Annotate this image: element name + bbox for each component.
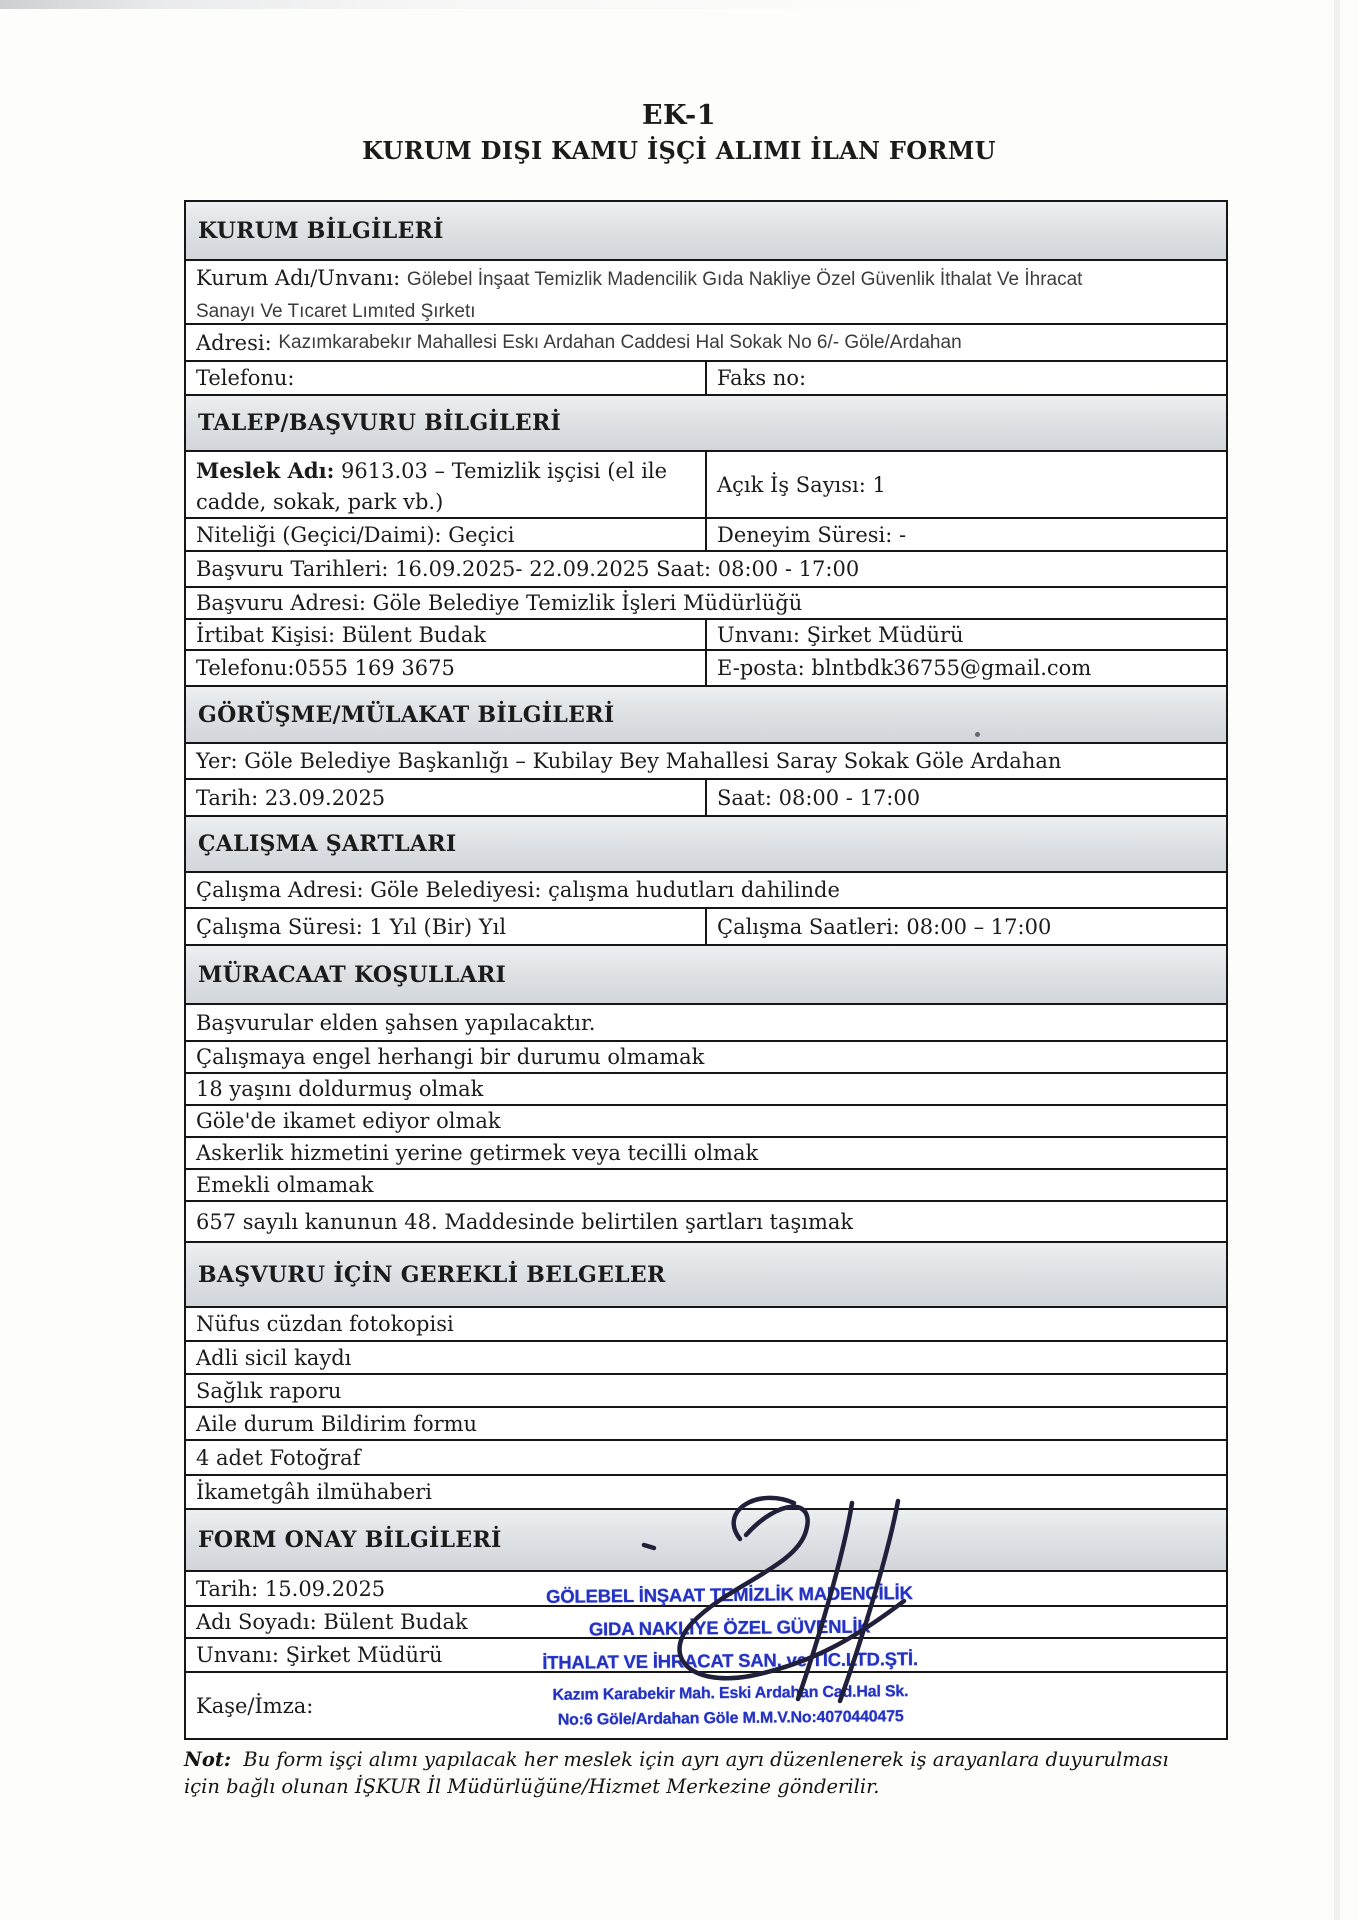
belge-item: Aile durum Bildirim formu [196, 1411, 478, 1436]
table-row [186, 1202, 1226, 1243]
row-basvuru-tarihleri [186, 552, 1226, 588]
muracaat-item: Askerlik hizmetini yerine getirmek veya tecilli olmak [196, 1141, 759, 1165]
eposta-value: E-posta: blntbdk36755@gmail.com [717, 656, 1092, 680]
table-row [186, 1005, 1226, 1042]
niteligi: Niteliği (Geçici/Daimi): Geçici [196, 522, 515, 547]
telefonu-value: Telefonu:0555 169 3675 [196, 656, 455, 680]
unvani: Unvanı: Şirket Müdürü [717, 622, 964, 647]
table-row [186, 1138, 1226, 1170]
section-title: ÇALIŞMA ŞARTLARI [198, 831, 457, 857]
row-telefon-faks [186, 362, 1226, 396]
belge-item: Nüfus cüzdan fotokopisi [196, 1312, 454, 1336]
meslek-value-line1: 9613.03 – Temizlik işçisi (el ile [341, 459, 668, 483]
row-tarih-saat [186, 780, 1226, 817]
stamp-line: Kazım Karabekir Mah. Eski Ardahan Cad.Hal Sk. [552, 1683, 909, 1704]
kase-imza-label: Kaşe/İmza: [196, 1693, 314, 1718]
row-irtibat-unvan [186, 620, 1226, 651]
section-title: FORM ONAY BİLGİLERİ [198, 1527, 502, 1553]
stamp-line: No:6 Göle/Ardahan Göle M.M.V.No:4070440475 [557, 1708, 904, 1729]
note-text: Bu form işçi alımı yapılacak her meslek için ayrı ayrı düzenlenerek iş arayanlara duyurulması için bağlı olunan İŞKUR İl Müdürlüğüne/Hizmet Merkezine gönderilir. [184, 1748, 1169, 1798]
row-adresi [186, 325, 1226, 362]
stamp-line: GÖLEBEL İNŞAAT TEMİZLİK MADENCİLİK [545, 1582, 913, 1607]
irtibat-kisisi: İrtibat Kişisi: Bülent Budak [196, 622, 487, 647]
section-header-calisma [186, 817, 1226, 873]
section-header-talep [186, 396, 1226, 452]
onay-adi-soyadi: Adı Soyadı: Bülent Budak [196, 1610, 468, 1634]
stamp-line: GIDA NAKLİYE ÖZEL GÜVENLİK [588, 1615, 871, 1640]
row-kurum-adi [186, 261, 1226, 325]
table-row [186, 1441, 1226, 1476]
onay-unvani: Unvanı: Şirket Müdürü [196, 1643, 443, 1667]
section-title: TALEP/BAŞVURU BİLGİLERİ [198, 410, 562, 436]
meslek-label: Meslek Adı: [196, 458, 335, 483]
section-title: MÜRACAAT KOŞULLARI [198, 961, 507, 988]
note-label: Not: [184, 1748, 232, 1771]
section-title: BAŞVURU İÇİN GEREKLİ BELGELER [198, 1261, 666, 1288]
stamp-line: İTHALAT VE İHRACAT SAN. ve TİC.LTD.ŞTİ. [542, 1648, 918, 1673]
ink-dot-artifact [975, 732, 980, 737]
table-row [186, 1074, 1226, 1106]
row-calisma-suresi-saatleri [186, 909, 1226, 946]
faks-label: Faks no: [717, 366, 807, 390]
calisma-adresi: Çalışma Adresi: Göle Belediyesi: çalışma hudutları dahilinde [196, 878, 840, 902]
belge-item: Sağlık raporu [196, 1378, 342, 1403]
calisma-suresi: Çalışma Süresi: 1 Yıl (Bir) Yıl [196, 914, 507, 939]
table-row [186, 1375, 1226, 1408]
belge-item: Adli sicil kaydı [196, 1345, 352, 1370]
belge-item: 4 adet Fotoğraf [196, 1445, 361, 1470]
deneyim-suresi: Deneyim Süresi: - [717, 522, 907, 547]
kurum-adi-value-line2: Sanayı Ve Tıcaret Lımıted Şırketı [196, 301, 476, 322]
muracaat-item: Göle'de ikamet ediyor olmak [196, 1109, 501, 1133]
doc-title: EK-1 [641, 100, 717, 131]
section-header-muracaat [186, 946, 1226, 1005]
row-telefon-eposta [186, 651, 1226, 687]
section-header-onay [186, 1510, 1226, 1572]
row-basvuru-adresi [186, 588, 1226, 620]
basvuru-tarihleri: Başvuru Tarihleri: 16.09.2025- 22.09.2025 Saat: 08:00 - 17:00 [196, 557, 860, 581]
adresi-label: Adresi: [196, 330, 272, 355]
row-niteligi-deneyim [186, 519, 1226, 552]
table-row [186, 1476, 1226, 1510]
footer-note [184, 1747, 1204, 1801]
scan-edge-artifact-top [0, 0, 1358, 9]
section-header-kurum [186, 202, 1226, 261]
muracaat-item: Çalışmaya engel herhangi bir durumu olmamak [196, 1045, 705, 1069]
table-row [186, 1042, 1226, 1074]
basvuru-adresi: Başvuru Adresi: Göle Belediye Temizlik İşleri Müdürlüğü [196, 591, 803, 615]
company-stamp [419, 1575, 1041, 1734]
muracaat-item: Emekli olmamak [196, 1173, 374, 1197]
section-title: GÖRÜŞME/MÜLAKAT BİLGİLERİ [198, 701, 615, 728]
row-calisma-adresi [186, 873, 1226, 909]
muracaat-item: 18 yaşını doldurmuş olmak [196, 1077, 484, 1101]
meslek-value-line2: cadde, sokak, park vb.) [196, 490, 444, 514]
muracaat-item: Başvurular elden şahsen yapılacaktır. [196, 1010, 596, 1035]
scan-edge-artifact-right [1334, 0, 1340, 1920]
gorusme-yer: Yer: Göle Belediye Başkanlığı – Kubilay Bey Mahallesi Saray Sokak Göle Ardahan [196, 749, 1062, 773]
form-table [184, 200, 1228, 1740]
section-header-belgeler [186, 1243, 1226, 1308]
table-row [186, 1170, 1226, 1202]
adresi-value: Kazımkarabekır Mahallesi Eskı Ardahan Caddesi Hal Sokak No 6/- Göle/Ardahan [278, 331, 962, 353]
section-header-gorusme [186, 687, 1226, 744]
table-row [186, 1408, 1226, 1441]
doc-subtitle: KURUM DIŞI KAMU İŞÇİ ALIMI İLAN FORMU [362, 136, 996, 165]
table-row [186, 1106, 1226, 1138]
onay-tarih: Tarih: 15.09.2025 [196, 1576, 386, 1601]
calisma-saatleri: Çalışma Saatleri: 08:00 – 17:00 [717, 914, 1052, 939]
muracaat-item: 657 sayılı kanunun 48. Maddesinde belirtilen şartları taşımak [196, 1209, 854, 1234]
acik-is-sayisi: Açık İş Sayısı: 1 [717, 472, 886, 497]
row-yer [186, 744, 1226, 780]
kurum-adi-value-line1: Gölebel İnşaat Temizlik Madencilik Gıda Nakliye Özel Güvenlik İthalat Ve İhracat [406, 269, 1083, 290]
gorusme-tarih: Tarih: 23.09.2025 [196, 785, 386, 810]
table-row [186, 1308, 1226, 1342]
row-meslek [186, 452, 1226, 519]
kurum-adi-label: Kurum Adı/Unvanı: [196, 266, 401, 290]
belge-item: İkametgâh ilmühaberi [196, 1480, 433, 1504]
table-row [186, 1342, 1226, 1375]
gorusme-saat: Saat: 08:00 - 17:00 [717, 785, 921, 810]
telefonu-label: Telefonu: [196, 366, 295, 390]
section-title: KURUM BİLGİLERİ [198, 217, 444, 244]
